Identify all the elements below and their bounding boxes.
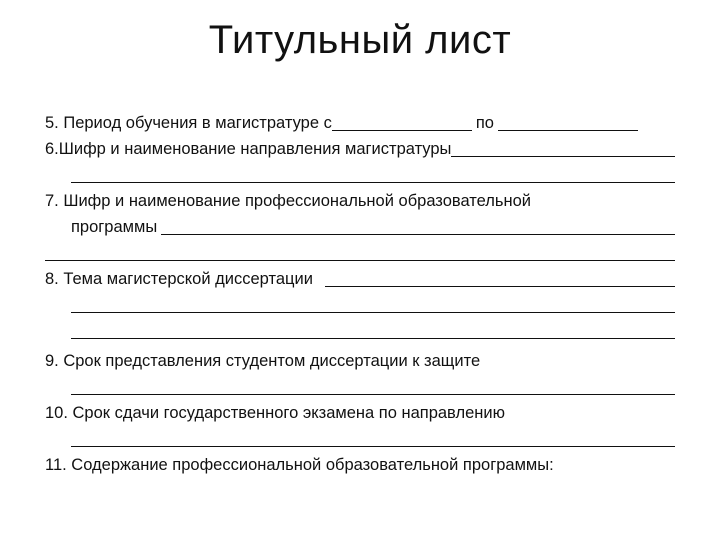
direction-code-field[interactable] [451, 138, 675, 157]
item-9-continuation [45, 374, 675, 400]
item-8-row [45, 266, 675, 292]
item-7-continuation [45, 240, 675, 266]
thesis-topic-field-line-3[interactable] [71, 320, 675, 339]
item-11-row [45, 452, 675, 478]
program-code-field-line-2[interactable] [45, 242, 675, 261]
item-6-label: 6.Шифр и наименование направления магистратуры [45, 140, 452, 158]
item-6-row [45, 136, 675, 162]
item-8-continuation-2 [45, 318, 675, 344]
form-content [45, 110, 675, 478]
item-9-row [45, 344, 675, 374]
item-7-row-2 [45, 214, 675, 240]
item-8-label: 8. Тема магистерской диссертации [45, 270, 313, 288]
item-6-continuation [45, 162, 675, 188]
item-8-continuation-1 [45, 292, 675, 318]
program-code-field[interactable] [161, 216, 675, 235]
study-end-field[interactable] [498, 112, 638, 131]
item-5-to-label: по [475, 114, 494, 132]
item-5-row [45, 110, 675, 136]
item-10-row [45, 400, 675, 426]
item-11-label: 11. Содержание профессиональной образовательной программы: [45, 456, 554, 474]
thesis-topic-field[interactable] [325, 268, 675, 287]
direction-code-field-line-2[interactable] [71, 164, 675, 183]
item-10-continuation [45, 426, 675, 452]
item-10-label: 10. Срок сдачи государственного экзамена по направлению [45, 404, 505, 422]
exam-deadline-field[interactable] [71, 428, 675, 447]
item-7-label: 7. Шифр и наименование профессиональной образовательной [45, 192, 531, 210]
item-9-label: 9. Срок представления студентом диссертации к защите [45, 352, 481, 370]
item-7-label-2: программы [71, 218, 158, 236]
page-title: Титульный лист [208, 18, 512, 62]
study-start-field[interactable] [332, 112, 472, 131]
item-5-label: 5. Период обучения в магистратуре с [45, 114, 332, 132]
thesis-deadline-field[interactable] [71, 376, 675, 395]
thesis-topic-field-line-2[interactable] [71, 294, 675, 313]
item-7-row [45, 188, 675, 214]
